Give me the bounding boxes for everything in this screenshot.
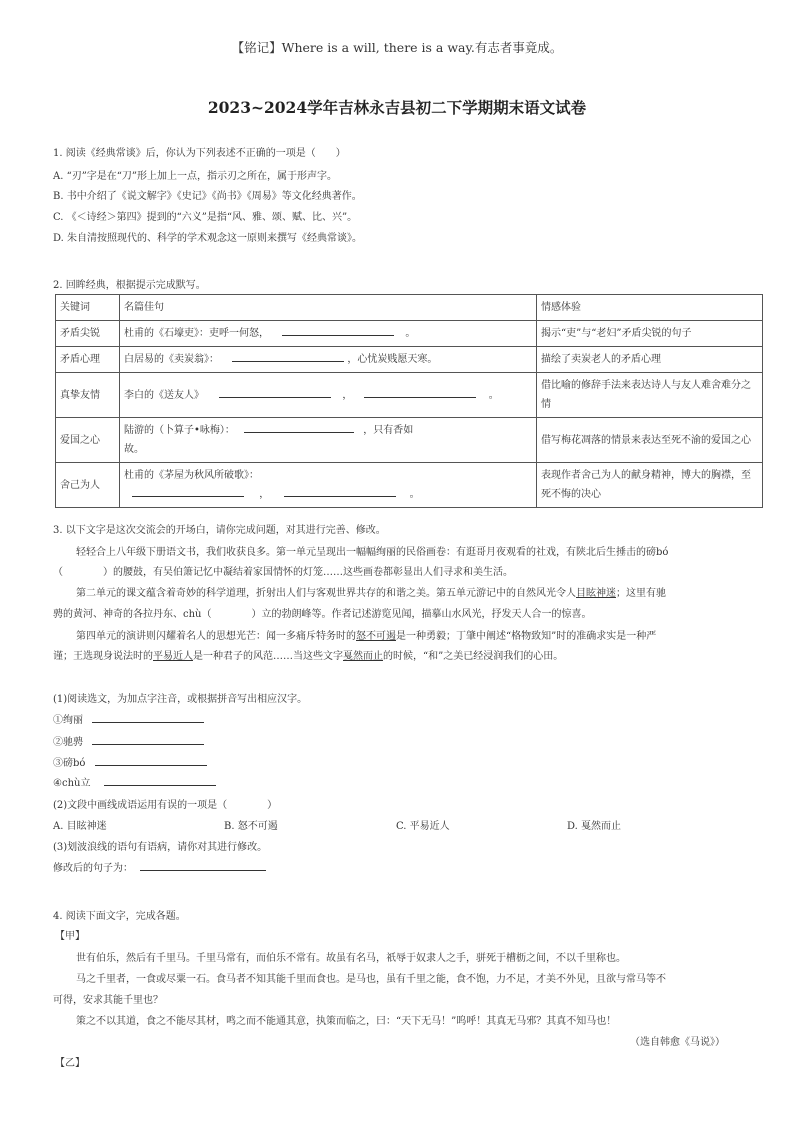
passage-jia-p2-line2: 可得，安求其能千里也？: [53, 995, 163, 1006]
row-quote: [120, 347, 537, 373]
q3-para3-line2: [53, 647, 563, 662]
answer-blank[interactable]: [232, 351, 344, 362]
answer-blank[interactable]: [95, 755, 207, 766]
quote-text: ，心忧炭贱愿天寒。: [347, 354, 438, 365]
passage-jia-label: 【甲】: [55, 931, 85, 942]
text-span: 谨；王选现身说法时的: [53, 651, 153, 662]
answer-blank[interactable]: [244, 422, 354, 433]
item-label: ④chù立: [53, 778, 91, 789]
q3-choice-c[interactable]: C. 平易近人: [396, 821, 450, 832]
item-label: ①绚丽: [53, 715, 83, 726]
answer-blank[interactable]: [92, 734, 204, 745]
quote-text: 杜甫的《茅屋为秋风所破歌》：: [124, 470, 259, 481]
header-feeling: 情感体验: [537, 295, 763, 321]
table-row: [56, 347, 763, 373]
row-keyword: 爱国之心: [56, 418, 120, 463]
q3-item-4: [53, 774, 216, 789]
quote-text: ，: [342, 389, 353, 401]
q1-stem: 1. 阅读《经典常谈》后，你认为下列表述不正确的一项是（ ）: [53, 148, 346, 159]
underlined-idiom: 平易近人: [153, 651, 193, 662]
q3-item-1: [53, 711, 204, 726]
q1-option-b[interactable]: B. 书中介绍了《说文解字》《史记》《尚书》《周易》等文化经典著作。: [53, 191, 362, 202]
text-span: 是一种勇毅；丁肇中阐述“格物致知”时的准确求实是一种严: [396, 631, 657, 642]
q3-sub3: (3)划波浪线的语句有语病，请你对其进行修改。: [53, 842, 268, 853]
passage-jia-p3: 策之不以其道，食之不能尽其材，鸣之而不能通其意，执策而临之，曰：“天下无马！”呜呼！其真无马邪？其真不知马也！: [76, 1016, 617, 1027]
quote-text: 。: [405, 328, 416, 339]
answer-blank[interactable]: [104, 775, 216, 786]
item-label: ③磅bó: [53, 758, 86, 769]
passage-jia-p2-line1: 马之千里者，一食或尽粟一石。食马者不知其能千里而食也。是马也，虽有千里之能，食不饱，力不足，才美不外见，且欲与常马等不: [76, 974, 666, 985]
text-span: 第二单元的课文蕴含着奇妙的科学道理，折射出人们与客观世界共存的和谐之美。第五单元游记中的自然风光令人: [76, 588, 576, 599]
q1-option-c[interactable]: C. 《＜诗经＞第四》提到的“六义”是指“风、雅、颂、赋、比、兴”。: [53, 212, 358, 223]
row-quote: [120, 321, 537, 347]
q3-para1-line2: （ ）的腰鼓，有吴伯箫记忆中凝结着家国情怀的灯笼……这些画卷都彰显出人们寻求和美生活。: [53, 567, 513, 578]
q3-item-3: [53, 754, 207, 769]
q3-para2-line2: 骋的黄河、神奇的各拉丹东、chù（ ）立的勃朗峰等。作者记述游览见闻，描摹山水风光，抒发天人合一的惊喜。: [53, 609, 592, 620]
q3-choice-b[interactable]: B. 怒不可遏: [224, 821, 278, 832]
text-span: ；这里有驰: [616, 588, 666, 599]
passage-source: （选自韩愈《马说》）: [630, 1037, 725, 1048]
row-feeling: 揭示“吏”与“老妇”矛盾尖锐的句子: [537, 321, 763, 347]
underlined-idiom: 怒不可遏: [356, 631, 396, 642]
row-keyword: 舍己为人: [56, 463, 120, 508]
table-row: [56, 418, 763, 463]
answer-blank[interactable]: [364, 387, 476, 398]
answer-blank[interactable]: [282, 325, 394, 336]
q3-choice-a[interactable]: A. 目眩神迷: [53, 821, 107, 832]
answer-blank[interactable]: [284, 486, 396, 497]
answer-blank[interactable]: [219, 387, 331, 398]
q2-stem: 2. 回眸经典，根据提示完成默写。: [53, 280, 206, 291]
item-label: ②驰骋: [53, 737, 83, 748]
q4-stem: 4. 阅读下面文字，完成各题。: [53, 911, 186, 922]
underlined-idiom: 目眩神迷: [576, 588, 616, 599]
q3-para2-line1: [76, 584, 666, 599]
fix-label: 修改后的句子为：: [53, 863, 133, 874]
q3-item-2: [53, 733, 204, 748]
row-feeling: 借比喻的修辞手法来表达诗人与友人难舍难分之情: [537, 373, 763, 418]
row-keyword: 矛盾心理: [56, 347, 120, 373]
underlined-idiom: 戛然而止: [343, 651, 383, 662]
motto: 【铭记】Where is a will, there is a way.有志者事竟成。: [231, 40, 563, 55]
row-keyword: 矛盾尖锐: [56, 321, 120, 347]
header-quote: 名篇佳句: [120, 295, 537, 321]
row-feeling: 描绘了卖炭老人的矛盾心理: [537, 347, 763, 373]
q3-fix-line: [53, 859, 266, 874]
answer-blank[interactable]: [92, 712, 204, 723]
q3-sub1: (1)阅读选文，为加点字注音，或根据拼音写出相应汉字。: [53, 694, 308, 705]
header-keyword: 关键词: [56, 295, 120, 321]
row-feeling: 表现作者舍己为人的献身精神，博大的胸襟，至死不悔的决心: [537, 463, 763, 508]
q3-para3-line1: [76, 627, 656, 642]
q3-sub2: (2)文段中画线成语运用有误的一项是（ ）: [53, 800, 278, 811]
page-title: 2023~2024学年吉林永吉县初二下学期期末语文试卷: [207, 98, 587, 117]
row-quote: [120, 463, 537, 508]
row-quote: [120, 373, 537, 418]
table-row: [56, 373, 763, 418]
quote-text: ，只有香如故。: [124, 425, 414, 455]
quote-text: 白居易的《卖炭翁》：: [124, 354, 219, 365]
answer-blank[interactable]: [140, 860, 266, 871]
quote-text: 。: [488, 389, 499, 401]
text-span: 是一种君子的风范……当这些文字: [193, 651, 343, 662]
answer-blank[interactable]: [132, 486, 244, 497]
q3-choice-d[interactable]: D. 戛然而止: [567, 821, 622, 832]
table-row: [56, 321, 763, 347]
passage-yi-label: 【乙】: [55, 1058, 85, 1069]
table-header-row: [56, 295, 763, 321]
row-keyword: 真挚友情: [56, 373, 120, 418]
q1-option-d[interactable]: D. 朱自清按照现代的、科学的学术观念这一原则来撰写《经典常谈》。: [53, 233, 363, 244]
recitation-table: [55, 294, 763, 508]
quote-text: 李白的《送友人》: [124, 389, 204, 401]
table-row: [56, 463, 763, 508]
quote-text: 。: [409, 489, 420, 500]
q3-stem: 3. 以下文字是这次交流会的开场白，请你完成问题，对其进行完善、修改。: [53, 525, 386, 536]
text-span: 第四单元的演讲则闪耀着名人的思想光芒：闻一多痛斥特务时的: [76, 631, 356, 642]
quote-text: ，: [259, 489, 270, 500]
row-quote: [120, 418, 537, 463]
passage-jia-p1: 世有伯乐，然后有千里马。千里马常有，而伯乐不常有。故虽有名马，祇辱于奴隶人之手，骈死于槽枥之间，不以千里称也。: [76, 953, 626, 964]
quote-text: 杜甫的《石壕吏》：吏呼一何怒，: [124, 328, 269, 339]
quote-text: 陆游的（卜算子•咏梅）：: [124, 425, 235, 436]
text-span: 的时候，“和”之美已经浸润我们的心田。: [383, 651, 564, 662]
q1-option-a[interactable]: A. “刃”字是在“刀”形上加上一点，指示刃之所在，属于形声字。: [53, 171, 338, 182]
q3-para1-line1: 轻轻合上八年级下册语文书，我们收获良多。第一单元呈现出一幅幅绚丽的民俗画卷：有逛哥月夜观看的社戏，有陕北后生捶击的磅bó: [76, 547, 669, 558]
row-feeling: 借写梅花凋落的情景来表达至死不渝的爱国之心: [537, 418, 763, 463]
